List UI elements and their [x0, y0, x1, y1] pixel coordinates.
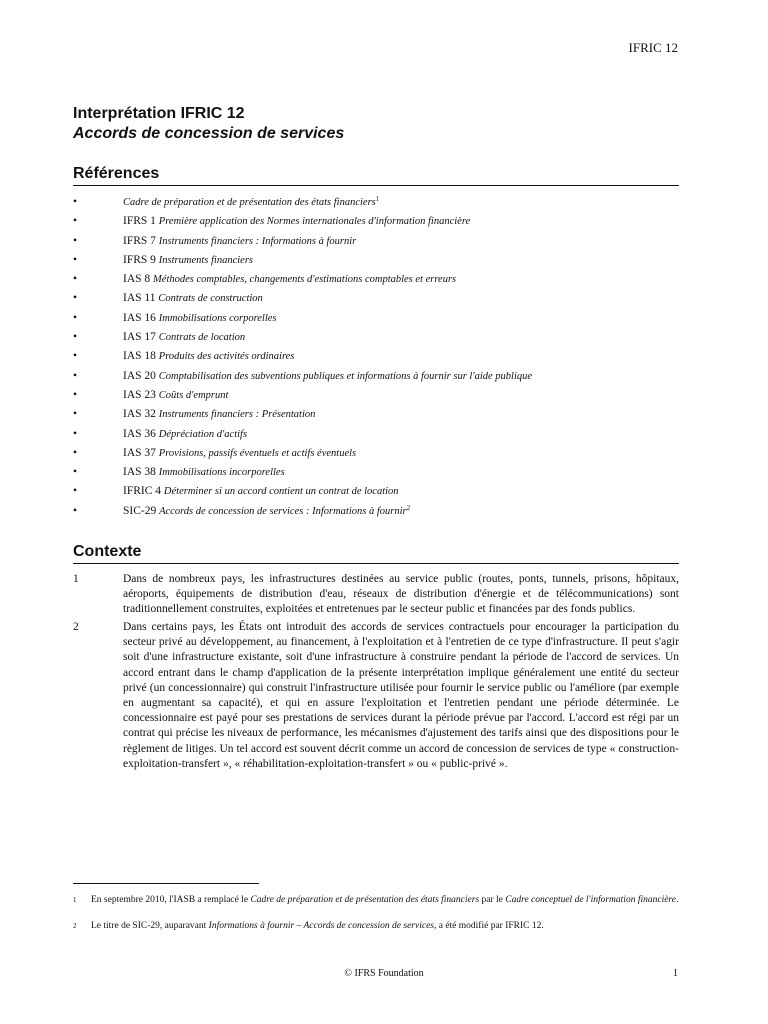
reference-title: Instruments financiers : Présentation — [158, 409, 316, 421]
reference-title: Provisions, passifs éventuels et actifs éventuels — [158, 447, 357, 459]
reference-standard: IFRIC 4 — [123, 485, 162, 498]
reference-item — [73, 309, 679, 328]
page-subtitle: Accords de concession de services — [73, 125, 345, 142]
bullet: • — [73, 292, 78, 305]
reference-item — [73, 232, 679, 251]
bullet: • — [73, 311, 78, 324]
title-block — [73, 104, 344, 144]
bullet: • — [73, 427, 78, 440]
reference-text — [123, 347, 294, 366]
reference-text — [123, 193, 379, 212]
reference-item — [73, 386, 679, 405]
reference-item — [73, 367, 679, 386]
bullet: • — [73, 504, 78, 517]
reference-standard: IAS 8 — [123, 273, 151, 286]
bullet: • — [73, 408, 78, 421]
reference-text — [123, 232, 356, 251]
bullet: • — [73, 331, 78, 344]
context-heading: Contexte — [73, 543, 679, 564]
bullet: • — [73, 196, 78, 208]
reference-item — [73, 212, 679, 231]
reference-title: Instruments financiers : Informations à fournir — [158, 235, 357, 247]
reference-text — [123, 405, 315, 424]
footnote-2 — [73, 920, 679, 932]
reference-item — [73, 425, 679, 444]
reference-text — [123, 425, 247, 444]
bullet: • — [73, 388, 78, 401]
reference-item — [73, 502, 679, 521]
reference-standard: IAS 20 — [123, 369, 156, 382]
reference-standard: IAS 11 — [123, 292, 156, 305]
reference-text — [123, 328, 245, 347]
bullet: • — [73, 253, 78, 266]
footnote-marker: 1 — [375, 195, 380, 203]
bullet: • — [73, 215, 78, 228]
reference-title: Instruments financiers — [158, 254, 253, 266]
reference-standard: IAS 16 — [123, 311, 156, 324]
reference-title: Comptabilisation des subventions publiques et informations à fournir sur l'aide publique — [158, 370, 533, 382]
footnote-text: Le titre de SIC-29, auparavant Informations à fournir – Accords de concession de services, a été modifié par IFRIC 12. — [91, 921, 544, 931]
reference-text — [123, 502, 410, 521]
header-code: IFRIC 12 — [628, 40, 678, 55]
bullet: • — [73, 273, 78, 286]
page-number: 1 — [673, 968, 678, 979]
paragraph-text: Dans de nombreux pays, les infrastructures destinées au service public (routes, ponts, tunnels, prisons, hôpitaux, aéroports, équipements de distribution d'eau, réseaux de distribution d'énergie et de télécommunications) sont traditionnellement construites, exploitées et entretenues par le secteur public et financées par des fonds publics. — [123, 573, 679, 616]
footnote-divider — [73, 883, 259, 884]
paragraph-number: 1 — [73, 573, 79, 585]
reference-title: Première application des Normes internationales d'information financière — [158, 216, 471, 228]
reference-standard: IAS 18 — [123, 350, 156, 363]
reference-standard: IAS 37 — [123, 446, 156, 459]
reference-item — [73, 251, 679, 270]
footnote-text: En septembre 2010, l'IASB a remplacé le Cadre de préparation et de présentation des états financiers par le Cadre conceptuel de l'information financière. — [91, 895, 679, 905]
reference-title: Cadre de préparation et de présentation des états financiers — [123, 197, 376, 208]
bullet: • — [73, 369, 78, 382]
reference-item — [73, 463, 679, 482]
reference-title: Coûts d'emprunt — [158, 389, 229, 401]
reference-title: Méthodes comptables, changements d'estimations comptables et erreurs — [153, 274, 457, 286]
reference-text — [123, 309, 277, 328]
bullet: • — [73, 234, 78, 247]
reference-title: Produits des activités ordinaires — [158, 351, 295, 363]
footnote-1 — [73, 894, 679, 906]
bullet: • — [73, 350, 78, 363]
reference-standard: IAS 36 — [123, 427, 156, 440]
reference-title: Contrats de location — [158, 332, 246, 344]
reference-item — [73, 193, 679, 212]
reference-standard: IFRS 9 — [123, 253, 156, 266]
reference-standard: IFRS 7 — [123, 234, 156, 247]
reference-text — [123, 289, 263, 308]
reference-text — [123, 212, 470, 231]
reference-text — [123, 444, 356, 463]
reference-text — [123, 463, 285, 482]
footer-copyright: © IFRS Foundation — [344, 968, 424, 979]
reference-item — [73, 328, 679, 347]
footnote-number: 2 — [73, 922, 77, 930]
reference-standard: IAS 38 — [123, 466, 156, 479]
reference-item — [73, 270, 679, 289]
reference-text — [123, 367, 532, 386]
reference-standard: IAS 23 — [123, 388, 156, 401]
reference-item — [73, 347, 679, 366]
reference-title: Immobilisations corporelles — [158, 312, 277, 324]
paragraph-2 — [73, 620, 679, 772]
reference-standard: IAS 17 — [123, 331, 156, 344]
reference-text — [123, 386, 228, 405]
reference-text — [123, 270, 456, 289]
reference-standard: SIC-29 — [123, 504, 157, 517]
reference-title: Immobilisations incorporelles — [158, 467, 285, 479]
paragraph-number: 2 — [73, 621, 79, 633]
reference-title: Déterminer si un accord contient un contrat de location — [163, 486, 399, 498]
reference-item — [73, 444, 679, 463]
footnote-marker: 2 — [406, 503, 411, 512]
reference-standard: IFRS 1 — [123, 215, 156, 228]
reference-item — [73, 482, 679, 501]
paragraph-text: Dans certains pays, les États ont introduit des accords de services contractuels pour encourager la participation du secteur privé au développement, au financement, à l'exploitation et à l'entretien de ce type d'infrastructure. Il peut s'agir soit d'une infrastructure existante, soit d'une infrastructure à construire pendant la période de l'accord de services. Un accord entrant dans le champ d'application de la présente interprétation implique généralement une entité du secteur privé (un concessionnaire) qui construit l'infrastructure utilisée pour fournir le service public ou l'améliore (par exemple en augmentant sa capacité), et qui en assure l'exploitation et l'entretien pendant une période déterminée. Le concessionnaire est payé pour ses prestations de services durant la période prévue par l'accord. L'accord est régi par un contrat qui précise les niveaux de performance, les mécanismes d'ajustement des tarifs ainsi que des dispositions pour le règlement de litiges. Un tel accord est souvent décrit comme un accord de concession de services de type « construction-exploitation-transfert », « réhabilitation-exploitation-transfert » ou « public-privé ». — [123, 621, 679, 770]
paragraph-1 — [73, 572, 679, 618]
reference-title: Dépréciation d'actifs — [158, 428, 248, 440]
reference-title: Contrats de construction — [158, 293, 263, 305]
bullet: • — [73, 485, 78, 498]
page-title: Interprétation IFRIC 12 — [73, 105, 245, 122]
footnote-number: 1 — [73, 896, 77, 904]
reference-item — [73, 289, 679, 308]
reference-title: Accords de concession de services : Informations à fournir — [159, 505, 407, 517]
reference-item — [73, 405, 679, 424]
references-heading: Références — [73, 165, 679, 186]
bullet: • — [73, 466, 78, 479]
bullet: • — [73, 446, 78, 459]
reference-standard: IAS 32 — [123, 408, 156, 421]
reference-text — [123, 251, 253, 270]
reference-text — [123, 482, 399, 501]
references-list — [73, 193, 679, 521]
